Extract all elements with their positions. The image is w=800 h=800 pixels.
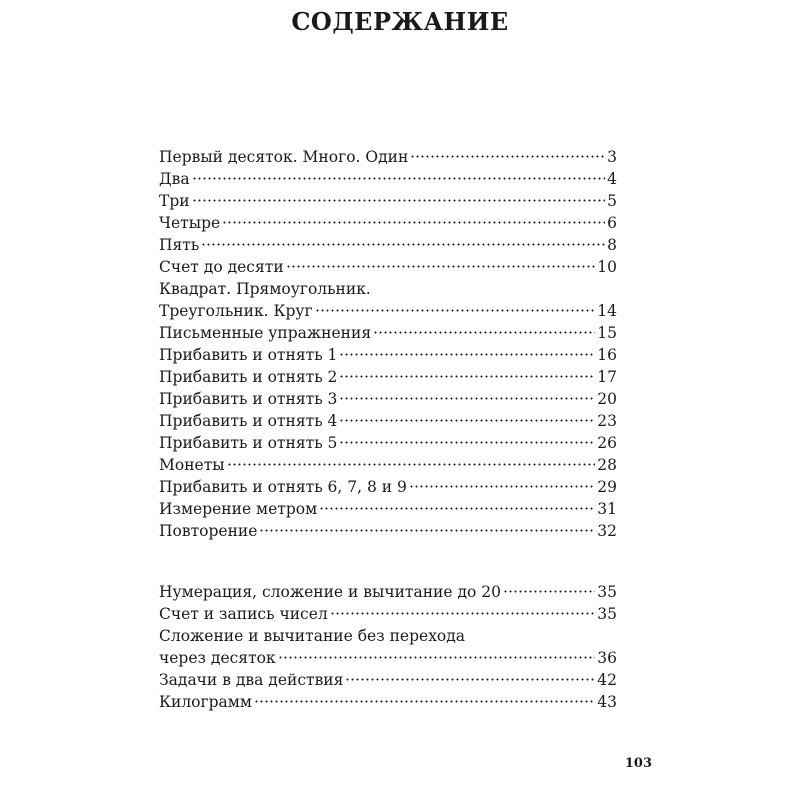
- toc-entry-title: Счет до десяти: [159, 258, 284, 276]
- toc-entry-page: 26: [597, 434, 617, 452]
- dot-leader: [319, 507, 595, 510]
- toc-entry-title: Прибавить и отнять 6, 7, 8 и 9: [159, 478, 407, 496]
- toc-entry-title: Нумерация, сложение и вычитание до 20: [159, 583, 502, 601]
- dot-leader: [339, 441, 595, 444]
- dot-leader: [339, 419, 595, 422]
- toc-entry: [159, 366, 617, 388]
- dot-leader: [259, 529, 595, 532]
- table-of-contents-section-1: [159, 146, 617, 542]
- dot-leader: [330, 612, 596, 615]
- toc-entry-title: Прибавить и отнять 2: [159, 368, 338, 386]
- toc-entry-page: 35: [597, 605, 617, 623]
- table-of-contents-section-2: [159, 581, 617, 713]
- toc-entry-page: 23: [597, 412, 617, 430]
- toc-entry-title: Прибавить и отнять 4: [159, 412, 338, 430]
- toc-entry-page: 20: [597, 390, 617, 408]
- toc-entry: [159, 432, 617, 454]
- toc-entry: [159, 520, 617, 542]
- toc-entry-page: 15: [597, 324, 617, 342]
- toc-entry-title: Измерение метром: [159, 500, 318, 518]
- dot-leader: [254, 700, 595, 703]
- toc-entry: [159, 476, 617, 498]
- dot-leader: [373, 331, 595, 334]
- toc-entry-page: 43: [597, 693, 617, 711]
- toc-entry-title: Задачи в два действия: [159, 671, 344, 689]
- toc-entry-title: Треугольник. Круг: [159, 302, 313, 320]
- toc-entry-title: Прибавить и отнять 3: [159, 390, 338, 408]
- toc-entry-page: 32: [597, 522, 617, 540]
- toc-entry: [159, 300, 617, 322]
- toc-entry-page: 35: [597, 583, 617, 601]
- toc-entry-page: 3: [607, 148, 617, 166]
- toc-entry-title: Счет и запись чисел: [159, 605, 328, 623]
- toc-entry: [159, 234, 617, 256]
- toc-entry-title: Два: [159, 170, 190, 188]
- dot-leader: [345, 678, 595, 681]
- dot-leader: [339, 353, 595, 356]
- toc-entry: [159, 190, 617, 212]
- toc-entry-page: 17: [597, 368, 617, 386]
- toc-entry-title: Килограмм: [159, 693, 252, 711]
- toc-entry-page: 31: [597, 500, 617, 518]
- toc-entry-page: 14: [597, 302, 617, 320]
- toc-entry-page: 29: [597, 478, 617, 496]
- toc-entry-page: 4: [607, 170, 617, 188]
- toc-entry: [159, 647, 617, 669]
- toc-entry: [159, 256, 617, 278]
- toc-entry-title-line1: Сложение и вычитание без перехода: [159, 627, 466, 645]
- toc-entry-title: Прибавить и отнять 1: [159, 346, 338, 364]
- dot-leader: [339, 397, 595, 400]
- page-number: 103: [624, 756, 652, 771]
- dot-leader: [201, 243, 605, 246]
- toc-entry-title: Пять: [159, 236, 200, 254]
- toc-entry: [159, 410, 617, 432]
- toc-entry-title-line1: Квадрат. Прямоугольник.: [159, 280, 371, 298]
- dot-leader: [222, 221, 605, 224]
- toc-entry-page: 5: [607, 192, 617, 210]
- toc-entry-page: 6: [607, 214, 617, 232]
- dot-leader: [409, 485, 595, 488]
- toc-entry-title: Прибавить и отнять 5: [159, 434, 338, 452]
- toc-entry-page: 8: [607, 236, 617, 254]
- page-title: СОДЕРЖАНИЕ: [291, 7, 509, 36]
- toc-entry: [159, 603, 617, 625]
- toc-entry: [159, 212, 617, 234]
- toc-entry: [159, 498, 617, 520]
- toc-entry: [159, 581, 617, 603]
- dot-leader: [192, 199, 606, 202]
- toc-entry: [159, 344, 617, 366]
- dot-leader: [315, 309, 596, 312]
- toc-entry-title: Три: [159, 192, 190, 210]
- toc-entry: [159, 669, 617, 691]
- toc-entry-page: 36: [597, 649, 617, 667]
- toc-entry-page: 28: [597, 456, 617, 474]
- toc-entry-page: 10: [597, 258, 617, 276]
- dot-leader: [410, 155, 605, 158]
- toc-entry-title: Первый десяток. Много. Один: [159, 148, 409, 166]
- toc-entry: [159, 168, 617, 190]
- toc-entry-page: 42: [597, 671, 617, 689]
- toc-entry-page: 16: [597, 346, 617, 364]
- toc-entry: [159, 322, 617, 344]
- dot-leader: [339, 375, 595, 378]
- dot-leader: [227, 463, 596, 466]
- toc-entry-title: Четыре: [159, 214, 221, 232]
- toc-entry: [159, 388, 617, 410]
- toc-entry-title: через десяток: [159, 649, 276, 667]
- toc-entry-title: Повторение: [159, 522, 258, 540]
- dot-leader: [278, 656, 596, 659]
- dot-leader: [503, 590, 595, 593]
- toc-entry-title: Письменные упражнения: [159, 324, 372, 342]
- toc-entry-title: Монеты: [159, 456, 225, 474]
- toc-entry: [159, 691, 617, 713]
- dot-leader: [192, 177, 606, 180]
- toc-entry: [159, 146, 617, 168]
- toc-entry: [159, 454, 617, 476]
- dot-leader: [286, 265, 596, 268]
